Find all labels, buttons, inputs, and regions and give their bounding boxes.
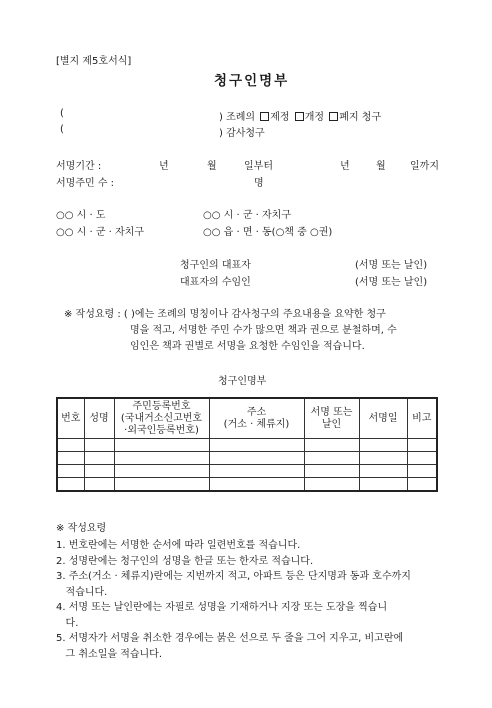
header-signature-line-2: 날인	[321, 418, 342, 430]
table-cell[interactable]	[209, 478, 304, 492]
enact-option-label: 제정	[270, 112, 290, 123]
table-header-row	[57, 398, 437, 439]
table-cell[interactable]	[407, 439, 437, 452]
ordinance-request-line	[219, 108, 381, 123]
table-cell[interactable]	[407, 478, 437, 492]
header-address-line-1: 주소	[246, 406, 267, 418]
region-city-district: ○○ 시 · 군 · 자치구	[203, 210, 292, 221]
header-address	[209, 398, 304, 439]
table-cell[interactable]	[304, 452, 359, 465]
table-cell[interactable]	[304, 465, 359, 478]
table-cell[interactable]	[304, 478, 359, 492]
table-cell[interactable]	[114, 452, 209, 465]
table-row	[57, 439, 437, 452]
period-to-month: 월	[376, 161, 386, 172]
table-cell[interactable]	[114, 478, 209, 492]
period-from-month: 월	[207, 161, 217, 172]
region-city-district-2: ○○ 시 · 군 · 자치구	[56, 227, 145, 238]
note-item: 다.	[56, 617, 79, 629]
header-id-line-2: (국내거소신고번호	[120, 412, 203, 424]
table-cell[interactable]	[57, 452, 84, 465]
header-address-line-2: (거소 · 체류지)	[223, 418, 290, 430]
table-cell[interactable]	[84, 439, 114, 452]
note-item: 2. 성명란에는 청구인의 성명을 한글 또는 한자로 적습니다.	[56, 555, 314, 567]
note-item: 적습니다.	[56, 586, 108, 598]
period-label: 서명기간 :	[56, 161, 102, 172]
proxy-signature: (서명 또는 날인)	[355, 277, 428, 288]
table-cell[interactable]	[84, 465, 114, 478]
note-item: 1. 번호란에는 서명한 순서에 따라 일련번호를 적습니다.	[56, 540, 301, 551]
notes-heading: ※ 작성요령	[56, 523, 107, 534]
table-cell[interactable]	[209, 452, 304, 465]
table-cell[interactable]	[407, 465, 437, 478]
header-remarks: 비고	[407, 398, 437, 439]
note-item: 3. 주소(거소 · 체류지)란에는 지번까지 적고, 아파트 등은 단지명과 동과 호수까지	[56, 571, 411, 582]
audit-open-paren: (	[60, 124, 64, 135]
region-town-volume: ○○ 읍 · 면 · 동(○책 중 ○권)	[203, 227, 333, 238]
amend-option-label: 개정	[304, 112, 325, 123]
table-cell[interactable]	[359, 465, 407, 478]
table-cell[interactable]	[407, 452, 437, 465]
table-cell[interactable]	[209, 439, 304, 452]
table-row	[57, 478, 437, 492]
header-id-line-3: ·외국인등록번호)	[124, 424, 199, 436]
note-item: 5. 서명자가 서명을 취소한 경우에는 붉은 선으로 두 줄을 그어 지우고, 비고란에	[56, 633, 404, 644]
header-signature-line-1: 서명 또는	[310, 406, 353, 418]
table-caption: 청구인명부	[218, 376, 267, 387]
table-cell[interactable]	[84, 478, 114, 492]
table-cell[interactable]	[359, 478, 407, 492]
note-item: 4. 서명 또는 날인란에는 자필로 성명을 기재하거나 지장 또는 도장을 찍습니	[56, 602, 388, 613]
period-to-year: 년	[340, 161, 350, 172]
repeal-checkbox[interactable]	[329, 112, 338, 121]
header-name: 성명	[84, 398, 114, 439]
signer-table	[56, 397, 438, 492]
request-open-paren: (	[60, 108, 64, 119]
audit-request-label: ) 감사청구	[219, 128, 265, 139]
table-cell[interactable]	[84, 452, 114, 465]
table-cell[interactable]	[114, 439, 209, 452]
table-cell[interactable]	[359, 439, 407, 452]
representative-label: 청구인의 대표자	[180, 260, 251, 271]
repeal-option-label: 폐지 청구	[339, 112, 382, 123]
proxy-label: 대표자의 수임인	[180, 277, 251, 288]
guide-line-2: 명을 적고, 서명한 주민 수가 많으면 책과 권으로 분철하며, 수	[130, 325, 397, 336]
header-number: 번호	[57, 398, 84, 439]
header-signature	[304, 398, 359, 439]
signers-count-label: 서명주민 수 :	[56, 178, 115, 189]
table-cell[interactable]	[57, 439, 84, 452]
region-province: ○○ 시 · 도	[56, 210, 106, 221]
guide-line-3: 임인은 책과 권별로 서명을 요청한 수임인을 적습니다.	[130, 341, 365, 352]
table-cell[interactable]	[304, 439, 359, 452]
header-id-number	[114, 398, 209, 439]
representative-signature: (서명 또는 날인)	[355, 260, 428, 271]
table-row	[57, 465, 437, 478]
header-id-line-1: 주민등록번호	[132, 400, 191, 412]
amend-checkbox[interactable]	[295, 112, 304, 121]
document-title: 청구인명부	[214, 73, 290, 89]
note-item: 그 취소일을 적습니다.	[56, 648, 163, 660]
table-cell[interactable]	[209, 465, 304, 478]
table-row	[57, 452, 437, 465]
table-cell[interactable]	[359, 452, 407, 465]
form-number-label: [별지 제5호서식]	[56, 56, 132, 67]
table-cell[interactable]	[57, 465, 84, 478]
period-to-suffix: 일까지	[410, 161, 439, 172]
ordinance-label: ) 조례의	[219, 112, 256, 123]
period-from-suffix: 일부터	[244, 161, 273, 172]
table-cell[interactable]	[57, 478, 84, 492]
period-from-year: 년	[159, 161, 169, 172]
header-sign-date: 서명일	[359, 398, 407, 439]
table-cell[interactable]	[114, 465, 209, 478]
signers-unit: 명	[254, 178, 264, 189]
guide-line-1: ※ 작성요령 : ( )에는 조례의 명칭이나 감사청구의 주요내용을 요약한 청구	[64, 309, 386, 320]
enact-checkbox[interactable]	[260, 112, 269, 121]
